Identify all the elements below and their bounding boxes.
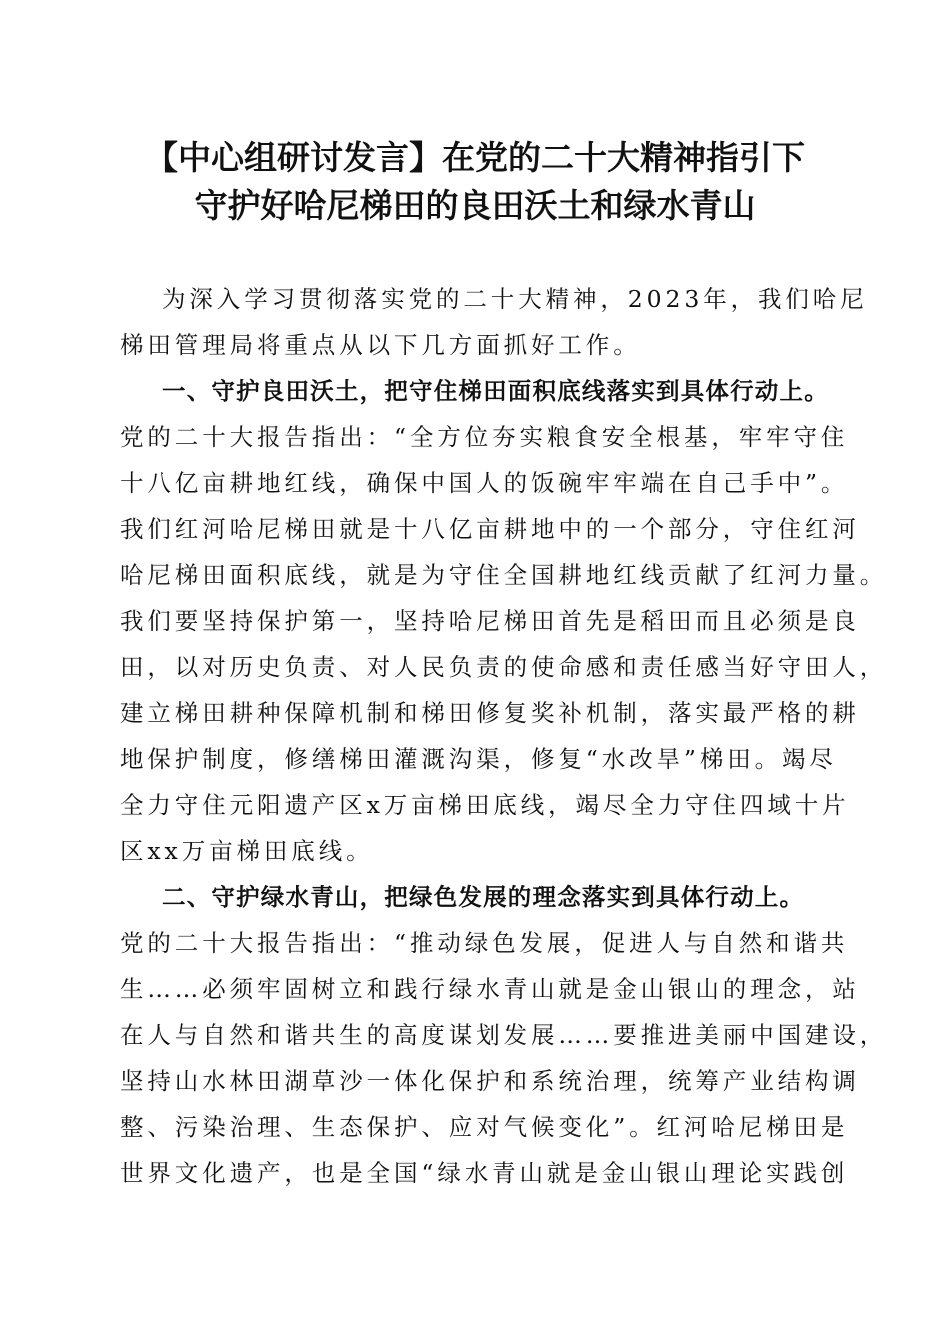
section-2-line: 在人与自然和谐共生的高度谋划发展……要推进美丽中国建设，: [120, 1021, 888, 1049]
section-1-line: 我们要坚持保护第一，坚持哈尼梯田首先是稻田而且必须是良: [120, 607, 860, 635]
document-body: [120, 276, 888, 1196]
section-2-line: 党的二十大报告指出：“推动绿色发展，促进人与自然和谐共: [120, 929, 849, 957]
section-2-heading: 二、守护绿水青山，把绿色发展的理念落实到具体行动上。: [162, 883, 805, 911]
section-1-line: 地保护制度，修缮梯田灌溉沟渠，修复“水改旱”梯田。竭尽: [120, 745, 837, 773]
section-2-line: 整、污染治理、生态保护、应对气候变化”。红河哈尼梯田是: [120, 1113, 849, 1141]
title-line-1: 【中心组研讨发言】在党的二十大精神指引下: [145, 138, 805, 177]
section-1-line: 区xx万亩梯田底线。: [120, 837, 374, 865]
section-1-line: 十八亿亩耕地红线，确保中国人的饭碗牢牢端在自己手中”。: [120, 469, 849, 497]
section-1-line: 建立梯田耕种保障机制和梯田修复奖补机制，落实最严格的耕: [120, 699, 860, 727]
title-line-2: 守护好哈尼梯田的良田沃土和绿水青山: [194, 186, 756, 225]
section-1-line: 党的二十大报告指出：“全方位夯实粮食安全根基，牢牢守住: [120, 423, 849, 451]
section-1-heading: 一、守护良田沃土，把守住梯田面积底线落实到具体行动上。: [162, 377, 829, 405]
section-1-line: 全力守住元阳遗产区x万亩梯田底线，竭尽全力守住四域十片: [120, 791, 850, 819]
section-1-line: 哈尼梯田面积底线，就是为守住全国耕地红线贡献了红河力量。: [120, 561, 888, 589]
section-2-line: 坚持山水林田湖草沙一体化保护和系统治理，统筹产业结构调: [120, 1067, 860, 1095]
section-2-line: 生……必须牢固树立和践行绿水青山就是金山银山的理念，站: [120, 975, 860, 1003]
document-title: [100, 134, 850, 230]
intro-line: 梯田管理局将重点从以下几方面抓好工作。: [120, 331, 641, 359]
section-1-line: 田，以对历史负责、对人民负责的使命感和责任感当好守田人，: [120, 653, 888, 681]
section-1-line: 我们红河哈尼梯田就是十八亿亩耕地中的一个部分，守住红河: [120, 515, 860, 543]
section-2-line: 世界文化遗产，也是全国“绿水青山就是金山银山理论实践创: [120, 1159, 849, 1187]
intro-line: 为深入学习贯彻落实党的二十大精神，2023年，我们哈尼: [162, 285, 868, 313]
